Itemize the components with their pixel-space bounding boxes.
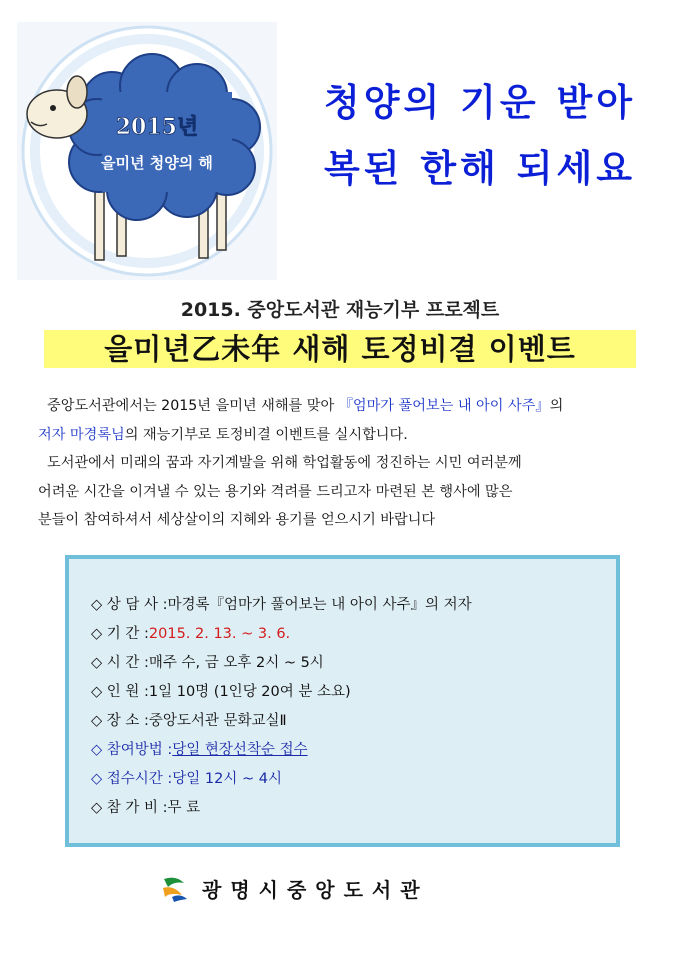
headline-line-1: 청양의 기운 받아 xyxy=(324,81,636,124)
footer xyxy=(160,872,429,904)
detail-label: ◇ 인 원 : xyxy=(91,684,149,700)
author-name: 저자 마경록님 xyxy=(38,426,125,443)
intro-text-part: 의 xyxy=(549,398,564,414)
detail-participation xyxy=(91,738,308,759)
detail-label: ◇ 상 담 사 : xyxy=(91,597,168,613)
detail-value: 2015. 2. 13. ~ 3. 6. xyxy=(148,626,291,642)
detail-label: ◇ 장 소 : xyxy=(91,713,149,729)
intro-text xyxy=(38,392,658,535)
detail-value: 중앙도서관 문화교실Ⅱ xyxy=(148,713,287,729)
headline xyxy=(290,70,670,202)
intro-line-1 xyxy=(38,392,658,421)
detail-time xyxy=(91,651,324,672)
event-details-box xyxy=(65,555,620,847)
detail-value: 1일 10명 (1인당 20여 분 소요) xyxy=(148,684,351,700)
headline-line-2: 복된 한해 되세요 xyxy=(324,147,636,190)
detail-value: 무 료 xyxy=(167,800,201,816)
detail-period xyxy=(91,622,290,643)
detail-place xyxy=(91,709,287,730)
intro-text-part: 의 재능기부로 토정비결 이벤트를 실시합니다. xyxy=(124,426,408,443)
intro-line-5: 분들이 참여하셔서 세상살이의 지혜와 용기를 얻으시기 바랍니다 xyxy=(38,512,436,528)
organization-name: 광명시중앙도서관 xyxy=(202,877,429,902)
intro-text-part: 도서관에서 미래의 꿈과 자기계발을 위해 학업활동에 정진하는 시민 여러분께 xyxy=(47,455,522,471)
gwangmyeong-city-logo-icon xyxy=(160,873,190,903)
sheep-illustration xyxy=(17,22,277,280)
detail-label: ◇ 시 간 : xyxy=(91,655,149,671)
project-line: 2015. 중앙도서관 재능기부 프로젝트 xyxy=(180,299,500,321)
event-title: 을미년乙未年 새해 토정비결 이벤트 xyxy=(44,330,636,368)
intro-line-4: 어려운 시간을 이겨낼 수 있는 용기와 격려를 드리고자 마련된 본 행사에 많은 xyxy=(38,483,513,500)
blue-sheep-icon xyxy=(17,22,277,280)
book-title: 『엄마가 풀어보는 내 아이 사주』 xyxy=(338,398,550,414)
detail-value: 당일 현장선착순 접수 xyxy=(172,742,308,758)
detail-label: ◇ 기 간 : xyxy=(91,626,149,642)
detail-value: 마경록『엄마가 풀어보는 내 아이 사주』의 저자 xyxy=(167,597,472,613)
year-text: 2015년 xyxy=(115,114,199,140)
detail-fee xyxy=(91,796,200,817)
detail-label: ◇ 참 가 비 : xyxy=(91,800,168,816)
intro-line-3 xyxy=(38,449,658,478)
intro-text-part: 중앙도서관에서는 2015년 을미년 새해를 맞아 xyxy=(47,398,339,414)
caption-text: 을미년 청양의 해 xyxy=(101,154,213,172)
detail-capacity xyxy=(91,680,351,701)
detail-value: 당일 12시 ~ 4시 xyxy=(172,771,282,787)
detail-value: 매주 수, 금 오후 2시 ~ 5시 xyxy=(148,655,324,671)
detail-counselor xyxy=(91,593,472,614)
detail-label: ◇ 접수시간 : xyxy=(91,771,173,787)
detail-reception-time xyxy=(91,767,282,788)
detail-label: ◇ 참여방법 : xyxy=(91,742,173,758)
intro-line-2 xyxy=(38,421,658,450)
